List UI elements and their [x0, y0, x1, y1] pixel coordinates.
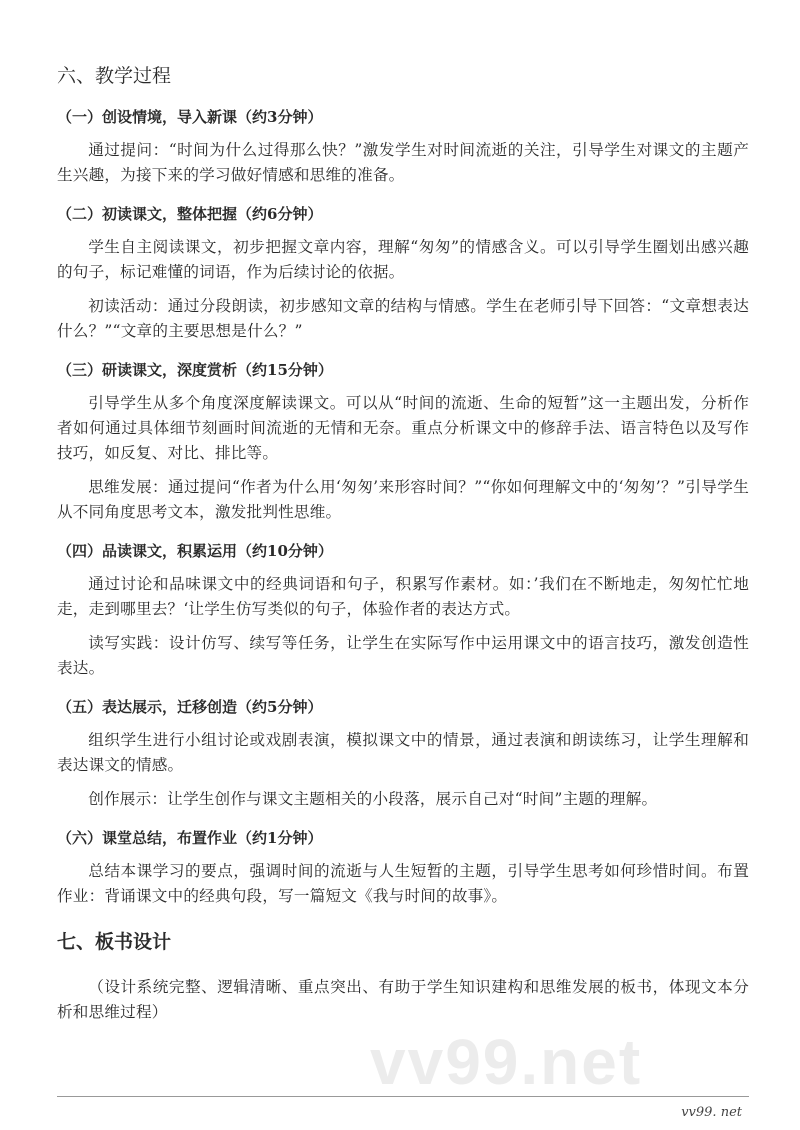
step-6-paragraph-1: 总结本课学习的要点，强调时间的流逝与人生短暂的主题，引导学生思考如何珍惜时间。布置作业：背诵课文中的经典句段，写一篇短文《我与时间的故事》。 — [57, 862, 749, 905]
step-4-heading: （四）品读课文，积累运用（约10分钟） — [57, 542, 333, 560]
section-7-paragraph: （设计系统完整、逻辑清晰、重点突出、有助于学生知识建构和思维发展的板书，体现文本分析和思维过程） — [57, 978, 749, 1021]
step-2-paragraph-2: 初读活动：通过分段朗读，初步感知文章的结构与情感。学生在老师引导下回答：“文章想表达什么？”“文章的主要思想是什么？” — [57, 297, 749, 340]
watermark: vv99.net — [370, 1026, 643, 1098]
section-7-title: 七、板书设计 — [57, 931, 172, 953]
step-3-paragraph-1: 引导学生从多个角度深度解读课文。可以从“时间的流逝、生命的短暂”这一主题出发，分析作者如何通过具体细节刻画时间流逝的无情和无奈。重点分析课文中的修辞手法、语言特色以及写作技巧，如反复、对比、排比等。 — [57, 394, 749, 462]
step-2-heading: （二）初读课文，整体把握（约6分钟） — [57, 205, 323, 223]
step-3-paragraph-2: 思维发展：通过提问“作者为什么用‘匆匆’来形容时间？”“你如何理解文中的‘匆匆’？”引导学生从不同角度思考文本，激发批判性思维。 — [57, 478, 749, 521]
section-6-title: 六、教学过程 — [57, 65, 172, 87]
step-4-paragraph-2: 读写实践：设计仿写、续写等任务，让学生在实际写作中运用课文中的语言技巧，激发创造性表达。 — [57, 634, 749, 677]
step-1-paragraph-1: 通过提问：“时间为什么过得那么快？”激发学生对时间流逝的关注，引导学生对课文的主题产生兴趣，为接下来的学习做好情感和思维的准备。 — [57, 141, 749, 184]
step-3-heading: （三）研读课文，深度赏析（约15分钟） — [57, 361, 333, 379]
step-6-heading: （六）课堂总结，布置作业（约1分钟） — [57, 829, 323, 847]
step-1-heading: （一）创设情境，导入新课（约3分钟） — [57, 108, 323, 126]
step-5-heading: （五）表达展示，迁移创造（约5分钟） — [57, 698, 323, 716]
step-5-paragraph-2: 创作展示：让学生创作与课文主题相关的小段落，展示自己对“时间”主题的理解。 — [88, 790, 658, 808]
step-2-paragraph-1: 学生自主阅读课文，初步把握文章内容，理解“匆匆”的情感含义。可以引导学生圈划出感兴趣的句子，标记难懂的词语，作为后续讨论的依据。 — [57, 238, 749, 281]
footer-divider — [57, 1096, 749, 1097]
step-4-paragraph-1: 通过讨论和品味课文中的经典词语和句子，积累写作素材。如：’我们在不断地走，匆匆忙忙地走，走到哪里去？‘让学生仿写类似的句子，体验作者的表达方式。 — [57, 575, 749, 618]
step-5-paragraph-1: 组织学生进行小组讨论或戏剧表演，模拟课文中的情景，通过表演和朗读练习，让学生理解和表达课文的情感。 — [57, 731, 749, 774]
footer-site: vv99. net — [681, 1105, 742, 1120]
